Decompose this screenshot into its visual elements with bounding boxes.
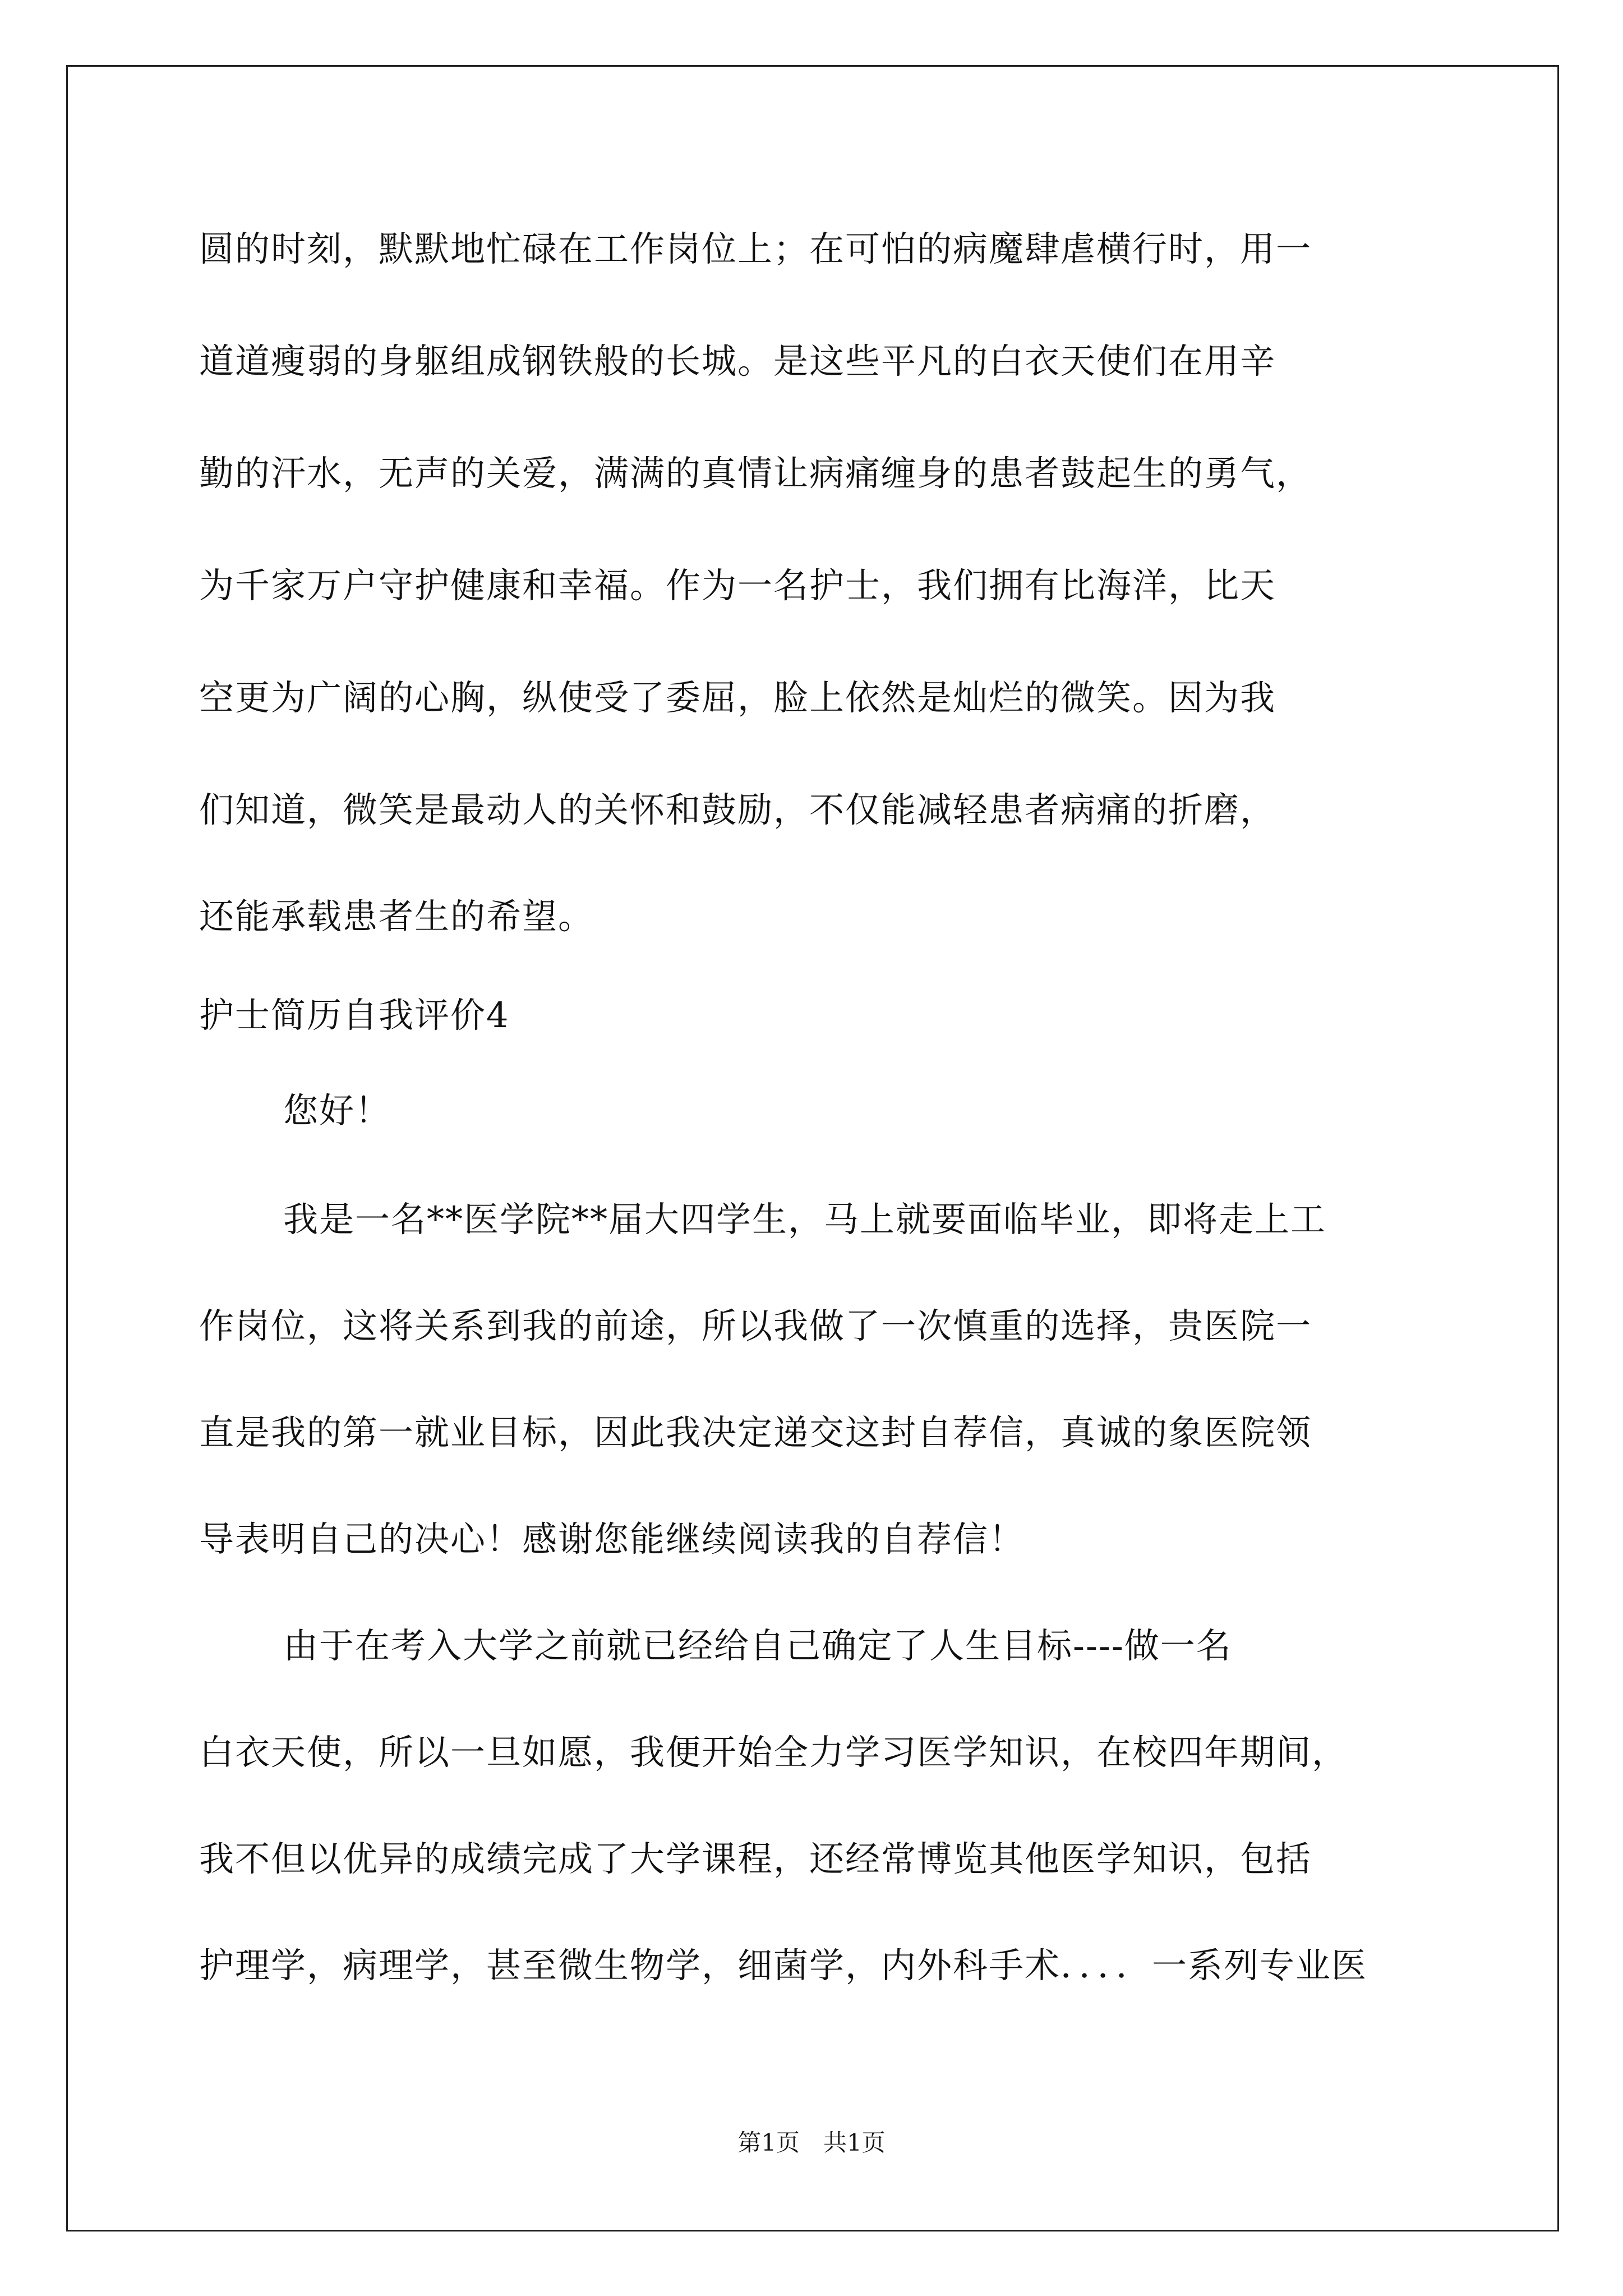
body-line: 们知道，微笑是最动人的关怀和鼓励，不仅能减轻患者病痛的折磨，: [199, 789, 1276, 830]
paragraph-line: 直是我的第一就业目标，因此我决定递交这封自荐信，真诚的象医院领: [199, 1412, 1312, 1453]
body-line: 空更为广阔的心胸，纵使受了委屈，脸上依然是灿烂的微笑。因为我: [199, 677, 1276, 718]
paragraph-line: 我是一名**医学院**届大四学生，马上就要面临毕业，即将走上工: [283, 1199, 1327, 1240]
greeting: 您好！: [283, 1090, 391, 1131]
page-border: [66, 65, 1559, 2231]
paragraph-line: 导表明自己的决心！感谢您能继续阅读我的自荐信！: [199, 1519, 1025, 1559]
body-line: 圆的时刻，默默地忙碌在工作岗位上；在可怕的病魔肆虐横行时，用一: [199, 228, 1312, 269]
paragraph-line: 白衣天使，所以一旦如愿，我便开始全力学习医学知识，在校四年期间，: [199, 1732, 1348, 1773]
paragraph-line: 作岗位，这将关系到我的前途，所以我做了一次慎重的选择，贵医院一: [199, 1305, 1312, 1346]
body-line: 勤的汗水，无声的关爱，满满的真情让病痛缠身的患者鼓起生的勇气，: [199, 453, 1312, 494]
paragraph-line: 我不但以优异的成绩完成了大学课程，还经常博览其他医学知识，包括: [199, 1838, 1312, 1879]
paragraph-line: 护理学，病理学，甚至微生物学，细菌学，内外科手术．．．．一系列专业医: [199, 1945, 1368, 1986]
body-line: 为千家万户守护健康和幸福。作为一名护士，我们拥有比海洋，比天: [199, 565, 1276, 606]
body-line: 道道瘦弱的身躯组成钢铁般的长城。是这些平凡的白衣天使们在用辛: [199, 341, 1276, 381]
page-number-footer: 第1页 共1页: [737, 2129, 886, 2156]
body-line: 还能承载患者生的希望。: [199, 896, 594, 937]
section-title: 护士简历自我评价4: [199, 995, 510, 1036]
paragraph-line: 由于在考入大学之前就已经给自己确定了人生目标----做一名: [283, 1625, 1232, 1666]
